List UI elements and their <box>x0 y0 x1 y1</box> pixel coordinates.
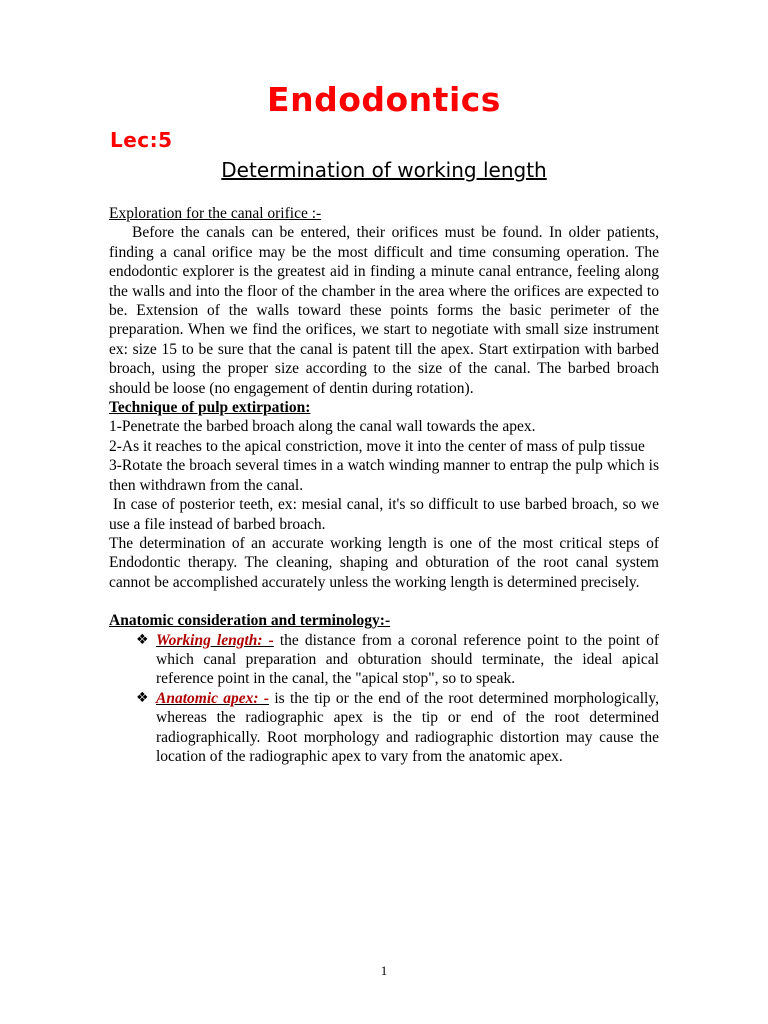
lecture-label: Lec:5 <box>110 128 173 152</box>
exploration-paragraph: Before the canals can be entered, their orifices must be found. In older patients, finding a canal orifice may be the most difficult and time consuming operation. The endodontic explorer is the greatest aid in finding a minute canal entrance, feeling along the walls and into the floor of the chamber in the area where the orifices are expected to be. Extension of the walls toward these points forms the basic perimeter of the preparation. When we find the orifices, we start to negotiate with small size instrument ex: size 15 to be sure that the canal is patent till the apex. Start extirpation with barbed broach, using the proper size according to the size of the canal. The barbed broach should be loose (no engagement of dentin during rotation). <box>109 224 659 397</box>
page-number: 1 <box>380 963 388 978</box>
determination-paragraph: The determination of an accurate working length is one of the most critical steps of Endodontic therapy. The cleaning, shaping and obturation of the root canal system cannot be accomplished accurately unless the working length is determined precisely. <box>109 534 659 591</box>
document-subtitle: Determination of working length <box>221 158 547 182</box>
exploration-heading: Exploration for the canal orifice :- <box>109 205 322 222</box>
technique-step-3: 3-Rotate the broach several times in a watch winding manner to entrap the pulp which is then withdrawn from the canal. <box>109 457 659 494</box>
technique-step-2: 2-As it reaches to the apical constriction, move it into the center of mass of pulp tissue <box>109 437 645 455</box>
terminology-list <box>109 631 659 767</box>
technique-heading: Technique of pulp extirpation: <box>109 399 311 417</box>
document-body <box>109 204 659 766</box>
diamond-bullet-icon: ❖ <box>136 689 149 706</box>
paragraph-spacer <box>109 592 659 611</box>
document-title: Endodontics <box>267 80 501 119</box>
definition-working-length: the distance from a coronal reference point to the point of which canal preparation and obturation should terminate, the ideal apical reference point in the canal, the "apical stop", so to speak. <box>156 631 659 688</box>
anatomic-heading: Anatomic consideration and terminology:- <box>109 612 391 630</box>
list-item-anatomic-apex <box>109 689 659 767</box>
diamond-bullet-icon: ❖ <box>136 631 149 648</box>
term-working-length: Working length: - <box>156 631 274 649</box>
term-anatomic-apex: Anatomic apex: - <box>156 689 270 707</box>
definition-anatomic-apex: is the tip or the end of the root determined morphologically, whereas the radiographic apex is the tip or end of the root determined radiographically. Root morphology and radiographic distortion may cause the location of the radiographic apex to vary from the anatomic apex. <box>156 689 659 765</box>
posterior-teeth-note: In case of posterior teeth, ex: mesial canal, it's so difficult to use barbed broach, so we use a file instead of barbed broach. <box>109 496 659 533</box>
technique-step-1: 1-Penetrate the barbed broach along the canal wall towards the apex. <box>109 418 536 436</box>
list-item-working-length <box>109 631 659 689</box>
